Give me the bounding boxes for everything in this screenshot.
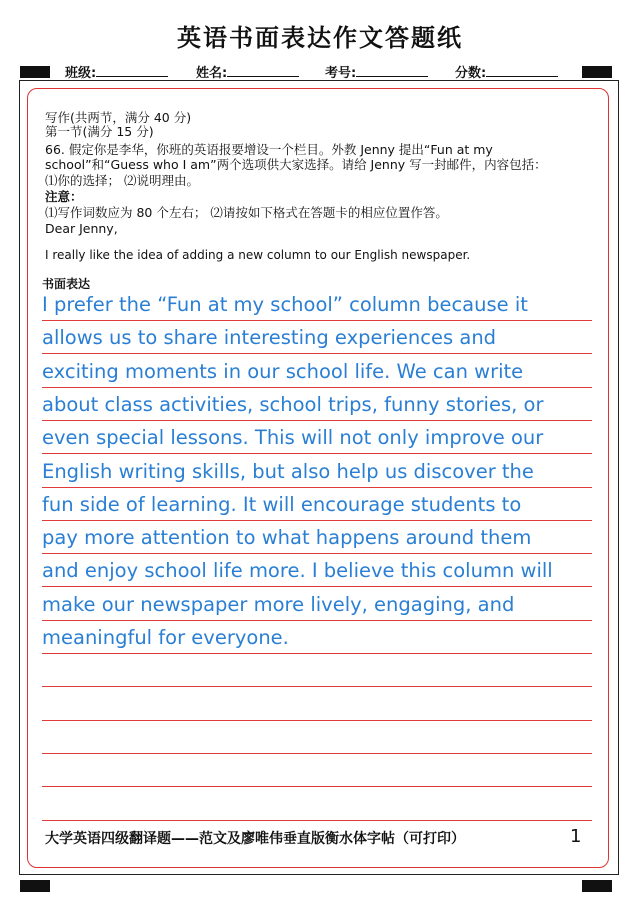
essay-line [42, 788, 592, 821]
essay-line: fun side of learning. It will encourage students to [42, 488, 592, 521]
opening-sentence: I really like the idea of adding a new column to our English newspaper. [45, 248, 471, 262]
question-prompt-3: ⑴你的选择； ⑵说明理由。 [45, 173, 199, 188]
question-prompt-2: school”和“Guess who I am”两个选项供大家选择。请给 Jenny 写一封邮件，内容包括： [45, 157, 547, 172]
essay-line: make our newspaper more lively, engaging, and [42, 588, 592, 621]
section-label: 书面表达 [42, 277, 91, 291]
essay-line: allows us to share interesting experiences and [42, 321, 592, 354]
question-prompt-1: 66. 假定你是李华，你班的英语报要增设一个栏目。外教 Jenny 提出“Fun at my [45, 142, 493, 157]
score-label: 分数: [455, 66, 487, 81]
corner-mark [582, 66, 612, 78]
question-heading: 写作(共两节，满分 40 分) [45, 110, 192, 125]
notes-text: ⑴写作词数应为 80 个左右； ⑵请按如下格式在答题卡的相应位置作答。 [45, 205, 448, 220]
id-blank [356, 64, 428, 77]
essay-line: even special lessons. This will not only improve our [42, 421, 592, 454]
class-field [65, 62, 168, 81]
page-number: 1 [570, 826, 582, 847]
score-field [455, 62, 558, 81]
essay-line [42, 754, 592, 787]
corner-mark [582, 880, 612, 892]
page-title: 英语书面表达作文答题纸 [177, 24, 463, 52]
name-field [196, 62, 299, 81]
essay-line [42, 721, 592, 754]
essay-line: pay more attention to what happens around them [42, 521, 592, 554]
name-blank [227, 64, 299, 77]
question-subheading: 第一节(满分 15 分) [45, 124, 154, 139]
class-blank [96, 64, 168, 77]
id-label: 考号: [325, 66, 357, 81]
info-row [20, 60, 620, 82]
essay-line: meaningful for everyone. [42, 621, 592, 654]
essay-line: exciting moments in our school life. We can write [42, 355, 592, 388]
essay-line: English writing skills, but also help us discover the [42, 455, 592, 488]
corner-mark [20, 66, 50, 78]
id-field [325, 62, 428, 81]
essay-line: about class activities, school trips, funny stories, or [42, 388, 592, 421]
footer-text: 大学英语四级翻译题——范文及廖唯伟垂直版衡水体字帖（可打印） [45, 831, 465, 847]
essay-line: I prefer the “Fun at my school” column because it [42, 288, 592, 321]
essay-line [42, 688, 592, 721]
notes-heading: 注意： [45, 189, 83, 204]
salutation: Dear Jenny, [45, 221, 118, 236]
corner-mark [20, 880, 50, 892]
essay-line: and enjoy school life more. I believe this column will [42, 554, 592, 587]
name-label: 姓名: [196, 66, 228, 81]
score-blank [486, 64, 558, 77]
class-label: 班级: [65, 66, 97, 81]
essay-line [42, 654, 592, 687]
